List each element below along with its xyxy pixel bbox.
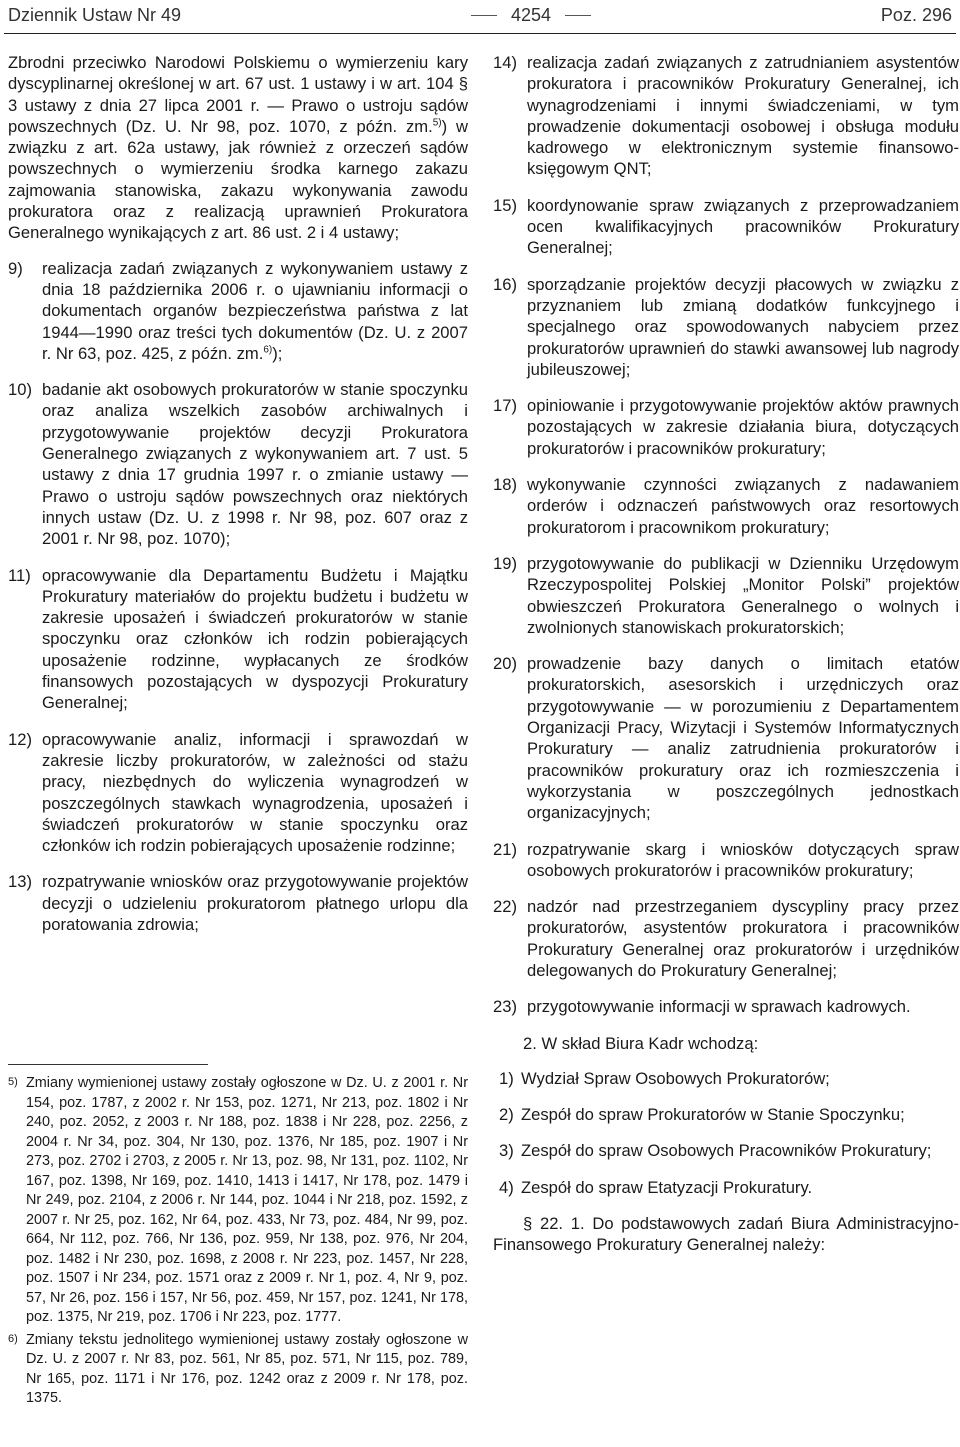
item-number: 1) <box>499 1068 514 1088</box>
section-22-paragraph: § 22. 1. Do podstawowych zadań Biura Administracyjno-Finansowego Prokuratury Generalnej należy: <box>493 1214 959 1255</box>
item-number: 14) <box>493 53 517 72</box>
footnote-5 <box>8 1074 468 1328</box>
list-item-21 <box>493 839 959 882</box>
item-text: Zespół do spraw Osobowych Pracowników Prokuratury; <box>521 1141 932 1161</box>
item-text <box>42 258 468 364</box>
item-text: nadzór nad przestrzeganiem dyscypliny pracy przez prokuratorów, asystentów prokuratora i pracowników Prokuratury Generalnej oraz prokuratorów i urzędników delegowanych do Prokuratury Generalnej; <box>527 897 959 980</box>
item9-text-a: realizacja zadań związanych z wykonywaniem ustawy z dnia 18 października 2006 r. o ujawnianiu informacji o dokumentach organów bezpieczeństwa państwa z lat 1944—1990 oraz treści tych dokumentów (Dz. U. z 2007 r. Nr 63, poz. 425, z późn. zm. <box>42 258 468 363</box>
item-number: 19) <box>493 553 517 573</box>
item-text: badanie akt osobowych prokuratorów w stanie spoczynku oraz analiza wszelkich zasobów archiwalnych i przygotowywanie projektów decyzji Prokuratora Generalnego związanych z wykonywaniem art. 7 ust. 5 ustawy z dnia 17 grudnia 1997 r. o zmianie ustawy — Prawo o ustroju sądów powszechnych oraz niektórych innych ustaw (Dz. U. z 1998 r. Nr 98, poz. 607 oraz z 2001 r. Nr 98, poz. 1070); <box>42 380 468 549</box>
unit-item-4 <box>493 1177 959 1198</box>
section-2-heading: 2. W skład Biura Kadr wchodzą: <box>523 1033 759 1053</box>
item-text: prowadzenie bazy danych o limitach etatów prokuratorskich, asesorskich i urzędniczych oraz przygotowywanie — w porozumieniu z Departamentem Organizacji Pracy, Wizytacji i Systemów Informatycznych Prokuratury — analiz zatrudnienia prokuratorów i pracowników prokuratury oraz ich rozmieszczenia i wykorzystania w poszczególnych jednostkach organizacyjnych; <box>527 654 959 823</box>
item-text: opiniowanie i przygotowywanie projektów aktów prawnych pozostających w zakresie działania biura, dotyczących prokuratorów i pracowników prokuratury; <box>527 396 959 458</box>
item-number: 17) <box>493 396 517 416</box>
list-item-10 <box>8 379 468 549</box>
right-column <box>493 52 959 1256</box>
journal-title: Dziennik Ustaw Nr 49 <box>8 4 182 25</box>
item-number: 16) <box>493 274 517 294</box>
footnote-text: Zmiany tekstu jednolitego wymienionej ustawy zostały ogłoszone w Dz. U. z 2007 r. Nr 83, poz. 561, Nr 85, poz. 571, Nr 115, poz. 789, Nr 165, poz. 1171 i Nr 176, poz. 1242 oraz z 2009 r. Nr 178, poz. 1375. <box>26 1331 468 1406</box>
dash-left <box>471 15 497 16</box>
footnote-number: 6) <box>8 1332 18 1345</box>
item-text: Zespół do spraw Etatyzacji Prokuratury. <box>521 1177 813 1197</box>
footnote-number: 5) <box>8 1076 18 1088</box>
list-item-15 <box>493 195 959 259</box>
list-item-11 <box>8 565 468 714</box>
footnotes <box>8 1074 468 1412</box>
item-text: opracowywanie analiz, informacji i sprawozdań w zakresie liczby prokuratorów, w zależności od stażu pracy, niezbędnych do wyliczenia wynagrodzeń w poszczególnych stawkach wynagrodzenia, uposażeń i świadczeń prokuratorów w stanie spoczynku oraz członków ich rodzin pobierających uposażenie rodzinne; <box>42 729 468 856</box>
item-number: 2) <box>499 1105 514 1125</box>
intro-text-b: ) w związku z art. 62a ustawy, jak również z orzeczeń sądów powszechnych o wymierzeniu środka karnego zakazu zajmowania stanowiska, zakazu wykonywania zawodu prokuratora oraz z realizacją uprawnień Prokuratora Generalnego wynikających z art. 86 ust. 2 i 4 ustawy; <box>8 116 468 243</box>
dash-right <box>565 15 591 16</box>
list-item-14 <box>493 52 959 180</box>
item-number: 11) <box>8 565 31 585</box>
footnote-ref-5[interactable]: 5) <box>432 117 442 129</box>
list-item-17 <box>493 395 959 459</box>
list-item-19 <box>493 553 959 638</box>
item-number: 13) <box>8 872 32 892</box>
item-text: rozpatrywanie skarg i wniosków dotyczących spraw osobowych prokuratorów i pracowników prokuratury; <box>527 839 959 880</box>
unit-item-2 <box>493 1104 959 1125</box>
list-item-18 <box>493 474 959 538</box>
list-item-20 <box>493 653 959 823</box>
list-item-22 <box>493 896 959 981</box>
item-number: 21) <box>493 839 517 859</box>
item-number: 4) <box>499 1177 514 1197</box>
item-number: 9) <box>8 258 23 278</box>
list-item-12 <box>8 729 468 857</box>
footnote-6 <box>8 1331 468 1409</box>
unit-item-3 <box>493 1140 959 1161</box>
item-text: Zespół do spraw Prokuratorów w Stanie Spoczynku; <box>521 1105 905 1125</box>
item-number: 15) <box>493 195 517 215</box>
item-text: rozpatrywanie wniosków oraz przygotowywanie projektów decyzji o udzieleniu prokuratorom płatnego urlopu dla poratowania zdrowia; <box>42 872 468 934</box>
list-item-9 <box>8 258 468 364</box>
item-number: 22) <box>493 897 517 917</box>
item-text: Wydział Spraw Osobowych Prokuratorów; <box>521 1068 830 1088</box>
footnote-text: Zmiany wymienionej ustawy zostały ogłoszone w Dz. U. z 2001 r. Nr 154, poz. 1787, z 2002 r. Nr 153, poz. 1271, Nr 213, poz. 1802 i Nr 240, poz. 2052, z 2003 r. Nr 188, poz. 1838 i Nr 228, poz. 2256, z 2004 r. Nr 34, poz. 304, Nr 130, poz. 1376, Nr 185, poz. 1907 i Nr 273, poz. 2702 i 2703, z 2005 r. Nr 13, poz. 98, Nr 131, poz. 1102, Nr 167, poz. 1398, Nr 169, poz. 1410, 1413 i 1417, Nr 178, poz. 1479 i Nr 249, poz. 2104, z 2006 r. Nr 144, poz. 1044 i Nr 218, poz. 1592, z 2007 r. Nr 25, poz. 162, Nr 64, poz. 433, Nr 73, poz. 484, Nr 99, poz. 664, Nr 112, poz. 766, Nr 136, poz. 959, Nr 138, poz. 976, Nr 204, poz. 1482 i Nr 230, poz. 1698, z 2008 r. Nr 223, poz. 1457, Nr 228, poz. 1507 i Nr 234, poz. 1571 oraz z 2009 r. Nr 1, poz. 4, Nr 9, poz. 57, Nr 26, poz. 156 i 157, Nr 56, poz. 459, Nr 157, poz. 1241, Nr 178, poz. 1375, Nr 219, poz. 1706 i Nr 223, poz. 1777. <box>26 1075 468 1325</box>
item-number: 10) <box>8 380 32 400</box>
position-label: Poz. 296 <box>880 4 952 25</box>
item-number: 3) <box>499 1141 514 1161</box>
footnote-ref-6[interactable]: 6) <box>263 344 273 356</box>
item9-text-b: ); <box>272 343 283 363</box>
item-text: przygotowywanie do publikacji w Dzienniku Urzędowym Rzeczypospolitej Polskiej „Monitor Polski” projektów obwieszczeń Prokuratora Generalnego o wolnych i zwolnionych stanowiskach prokuratorskich; <box>527 553 959 637</box>
header-rule <box>4 33 956 34</box>
item-text: koordynowanie spraw związanych z przeprowadzaniem ocen kwalifikacyjnych pracowników Prokuratury Generalnej; <box>527 195 959 258</box>
item-number: 20) <box>493 654 517 674</box>
left-column <box>8 52 468 950</box>
item-text: sporządzanie projektów decyzji płacowych w związku z przyznaniem lub zmianą dodatków funkcyjnego i specjalnego oraz spowodowanych nabyciem przez prokuratorów uprawnień do stawki awansowej lub nagrody jubileuszowej; <box>527 274 959 379</box>
list-item-13 <box>8 871 468 935</box>
page-number: 4254 <box>510 4 552 25</box>
item-text: realizacja zadań związanych z zatrudnianiem asystentów prokuratora i pracowników Prokuratury Generalnej, ich wynagrodzeniami i innymi świadczeniami, w tym prowadzenie dokumentacji osobowej i obsługa modułu kadrowego w elektronicznym systemie finansowo-księgowym QNT; <box>527 53 959 179</box>
list-item-23 <box>493 996 959 1017</box>
page-number-group <box>471 5 591 26</box>
page-header <box>8 0 952 30</box>
item-number: 18) <box>493 475 517 495</box>
item-text: przygotowywanie informacji w sprawach kadrowych. <box>527 997 911 1017</box>
item-text: opracowywanie dla Departamentu Budżetu i Majątku Prokuratury materiałów do projektu budżetu i budżetu w zakresie uposażeń i świadczeń prokuratorów w stanie spoczynku oraz członków ich rodzin pobierających uposażenie rodzinne, wypłacanych ze środków finansowych pozostających w dyspozycji Prokuratury Generalnej; <box>42 565 468 713</box>
list-item-16 <box>493 274 959 380</box>
item-text: wykonywanie czynności związanych z nadawaniem orderów i odznaczeń państwowych oraz resortowych prokuratorom i pracownikom prokuratury; <box>527 475 959 537</box>
footnote-rule <box>8 1064 208 1065</box>
intro-text-a: Zbrodni przeciwko Narodowi Polskiemu o wymierzeniu kary dyscyplinarnej określonej w art. 67 ust. 1 ustawy i w art. 104 § 3 ustawy z dnia 27 lipca 2001 r. — Prawo o ustroju sądów powszechnych (Dz. U. Nr 98, poz. 1070, z późn. zm. <box>8 53 468 136</box>
intro-paragraph <box>8 52 468 244</box>
item-number: 23) <box>493 997 517 1017</box>
item-number: 12) <box>8 729 32 749</box>
unit-item-1 <box>493 1068 959 1089</box>
